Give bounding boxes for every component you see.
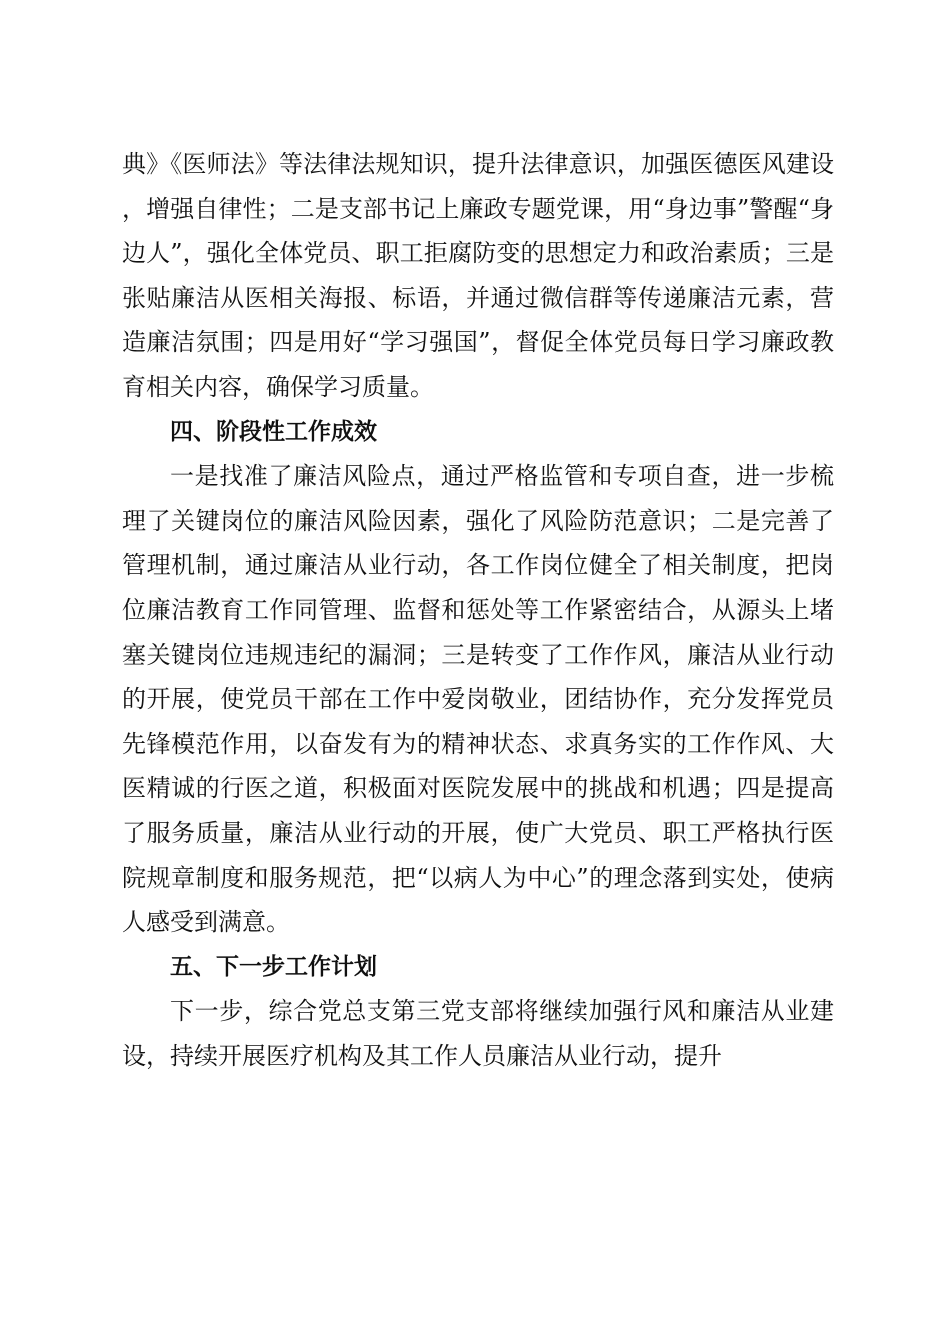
section-heading-stage-results: 四、阶段性工作成效 xyxy=(170,418,377,445)
paragraph-next-plan: 下一步，综合党总支第三党支部将继续加强行风和廉洁从业建设，持续开展医疗机构及其工作人员廉洁从业行动，提升 xyxy=(122,997,834,1070)
paragraph-continuation-study: 典》《医师法》等法律法规知识，提升法律意识，加强医德医风建设，增强自律性；二是支部书记上廉政专题党课，用“身边事”警醒“身边人”，强化全体党员、职工拒腐防变的思想定力和政治素质；三是张贴廉洁从医相关海报、标语，并通过微信群等传递廉洁元素，营造廉洁氛围；四是用好“学习强国”，督促全体党员每日学习廉政教育相关内容，确保学习质量。 xyxy=(122,150,834,401)
document-body xyxy=(122,142,834,1078)
paragraph-stage-results: 一是找准了廉洁风险点，通过严格监管和专项自查，进一步梳理了关键岗位的廉洁风险因素，强化了风险防范意识；二是完善了管理机制，通过廉洁从业行动，各工作岗位健全了相关制度，把岗位廉洁教育工作同管理、监督和惩处等工作紧密结合，从源头上堵塞关键岗位违规违纪的漏洞；三是转变了工作作风，廉洁从业行动的开展，使党员干部在工作中爱岗敬业，团结协作，充分发挥党员先锋模范作用，以奋发有为的精神状态、求真务实的工作作风、大医精诚的行医之道，积极面对医院发展中的挑战和机遇；四是提高了服务质量，廉洁从业行动的开展，使广大党员、职工严格执行医院规章制度和服务规范，把“以病人为中心”的理念落到实处，使病人感受到满意。 xyxy=(122,462,834,937)
section-heading-next-plan: 五、下一步工作计划 xyxy=(170,953,377,980)
